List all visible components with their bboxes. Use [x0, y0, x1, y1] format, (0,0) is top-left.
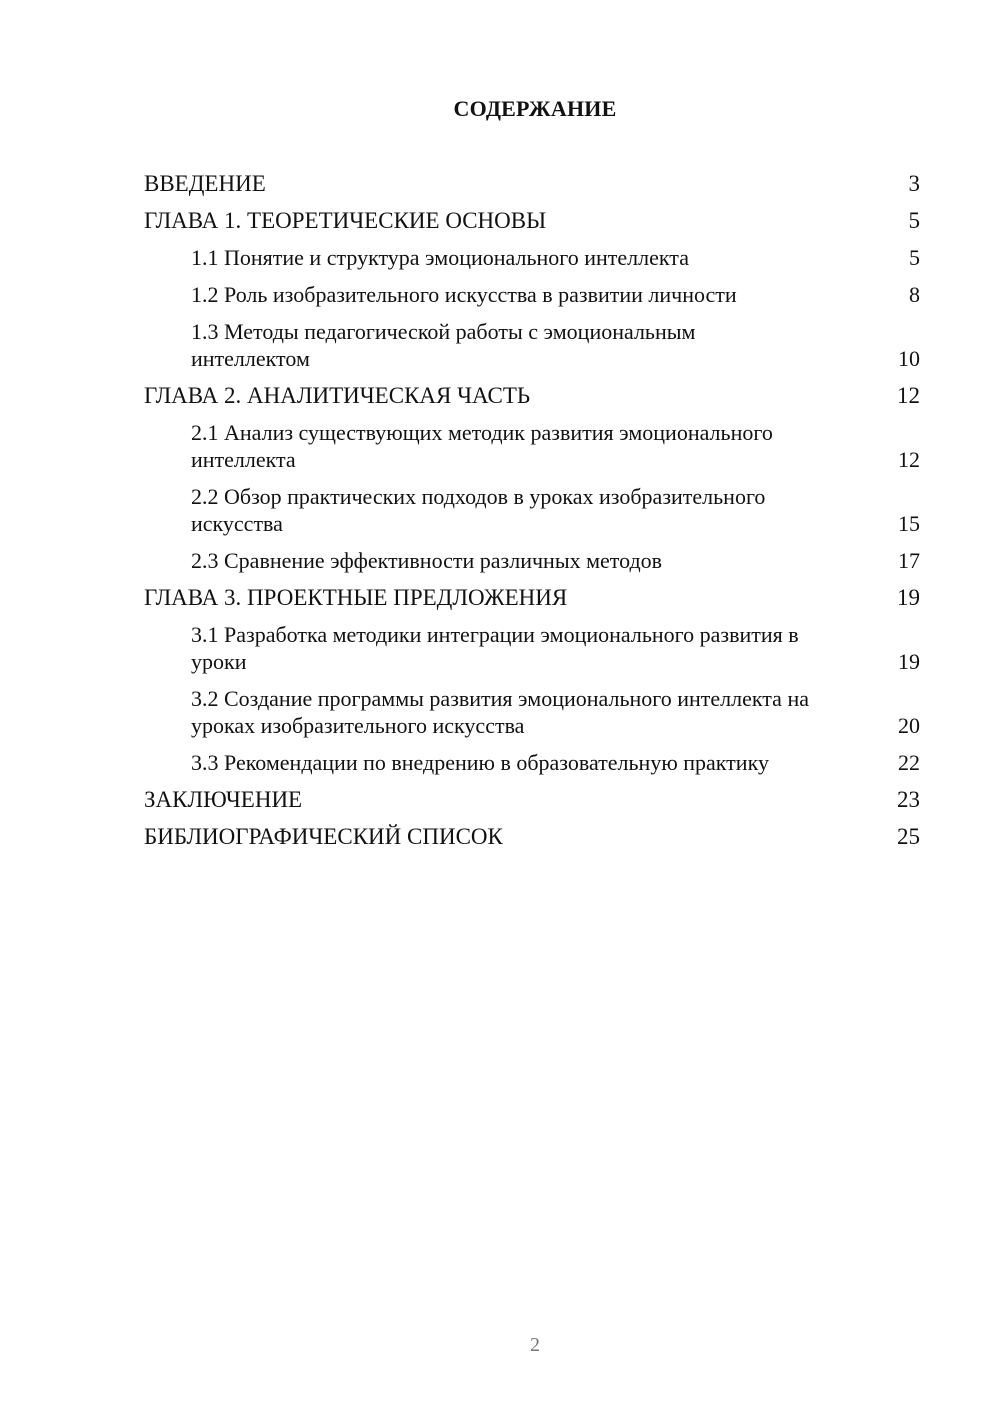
toc-entry [144, 749, 920, 786]
toc-entry-page: 15 [898, 511, 920, 536]
toc-entry-page: 23 [897, 787, 920, 812]
toc-entry-page: 17 [898, 548, 920, 573]
toc-entry-page: 20 [898, 713, 920, 738]
toc-entry-page: 19 [897, 585, 920, 610]
toc-entry-label: ГЛАВА 1. ТЕОРЕТИЧЕСКИЕ ОСНОВЫ [144, 208, 547, 233]
toc-entry [144, 823, 920, 860]
toc-entry-label: 2.2 Обзор практических подходов в уроках изобразительного искусства [191, 484, 766, 536]
page-title: СОДЕРЖАНИЕ [453, 96, 617, 121]
toc-entry-label: 2.1 Анализ существующих методик развития эмоционального интеллекта [191, 420, 773, 472]
toc-entry [144, 547, 920, 584]
toc-entry-page: 25 [897, 824, 920, 849]
toc-entry [144, 318, 920, 382]
toc-entry-page: 5 [909, 245, 920, 270]
toc-entry-label: 3.2 Создание программы развития эмоционального интеллекта на уроках изобразительного искусства [191, 686, 809, 738]
toc-entry-page: 22 [898, 750, 920, 775]
toc-entry-label: БИБЛИОГРАФИЧЕСКИЙ СПИСОК [144, 824, 503, 849]
toc-entry-label: 1.2 Роль изобразительного искусства в развитии личности [191, 282, 737, 307]
toc-entry [144, 170, 920, 207]
toc-entry [144, 483, 920, 547]
toc-entry [144, 584, 920, 621]
toc-entry [144, 685, 920, 749]
toc-entry-label: 3.3 Рекомендации по внедрению в образовательную практику [191, 750, 769, 775]
toc-entry-page: 12 [898, 447, 920, 472]
toc-entry-page: 5 [908, 208, 920, 233]
toc-entry-label: ГЛАВА 3. ПРОЕКТНЫЕ ПРЕДЛОЖЕНИЯ [144, 585, 568, 610]
toc-entry [144, 244, 920, 281]
toc-entry-label: ЗАКЛЮЧЕНИЕ [144, 787, 303, 812]
toc-entry-label: 3.1 Разработка методики интеграции эмоционального развития в уроки [191, 622, 799, 674]
toc-entry [144, 382, 920, 419]
page-number: 2 [530, 1334, 540, 1356]
toc-entry-page: 8 [909, 282, 920, 307]
toc-entry-label: 1.3 Методы педагогической работы с эмоциональным интеллектом [191, 319, 696, 371]
toc-entry-page: 3 [908, 171, 920, 196]
toc-entry-label: ГЛАВА 2. АНАЛИТИЧЕСКАЯ ЧАСТЬ [144, 383, 531, 408]
toc-entry-label: ВВЕДЕНИЕ [144, 171, 266, 196]
toc-entry-page: 12 [897, 383, 920, 408]
toc-entry [144, 419, 920, 483]
toc-entry-page: 19 [898, 649, 920, 674]
toc-entry [144, 786, 920, 823]
toc-entry-label: 2.3 Сравнение эффективности различных методов [191, 548, 663, 573]
toc-entry-label: 1.1 Понятие и структура эмоционального интеллекта [191, 245, 689, 270]
table-of-contents [144, 170, 920, 860]
toc-entry [144, 281, 920, 318]
toc-entry-page: 10 [898, 346, 920, 371]
toc-entry [144, 621, 920, 685]
toc-entry [144, 207, 920, 244]
